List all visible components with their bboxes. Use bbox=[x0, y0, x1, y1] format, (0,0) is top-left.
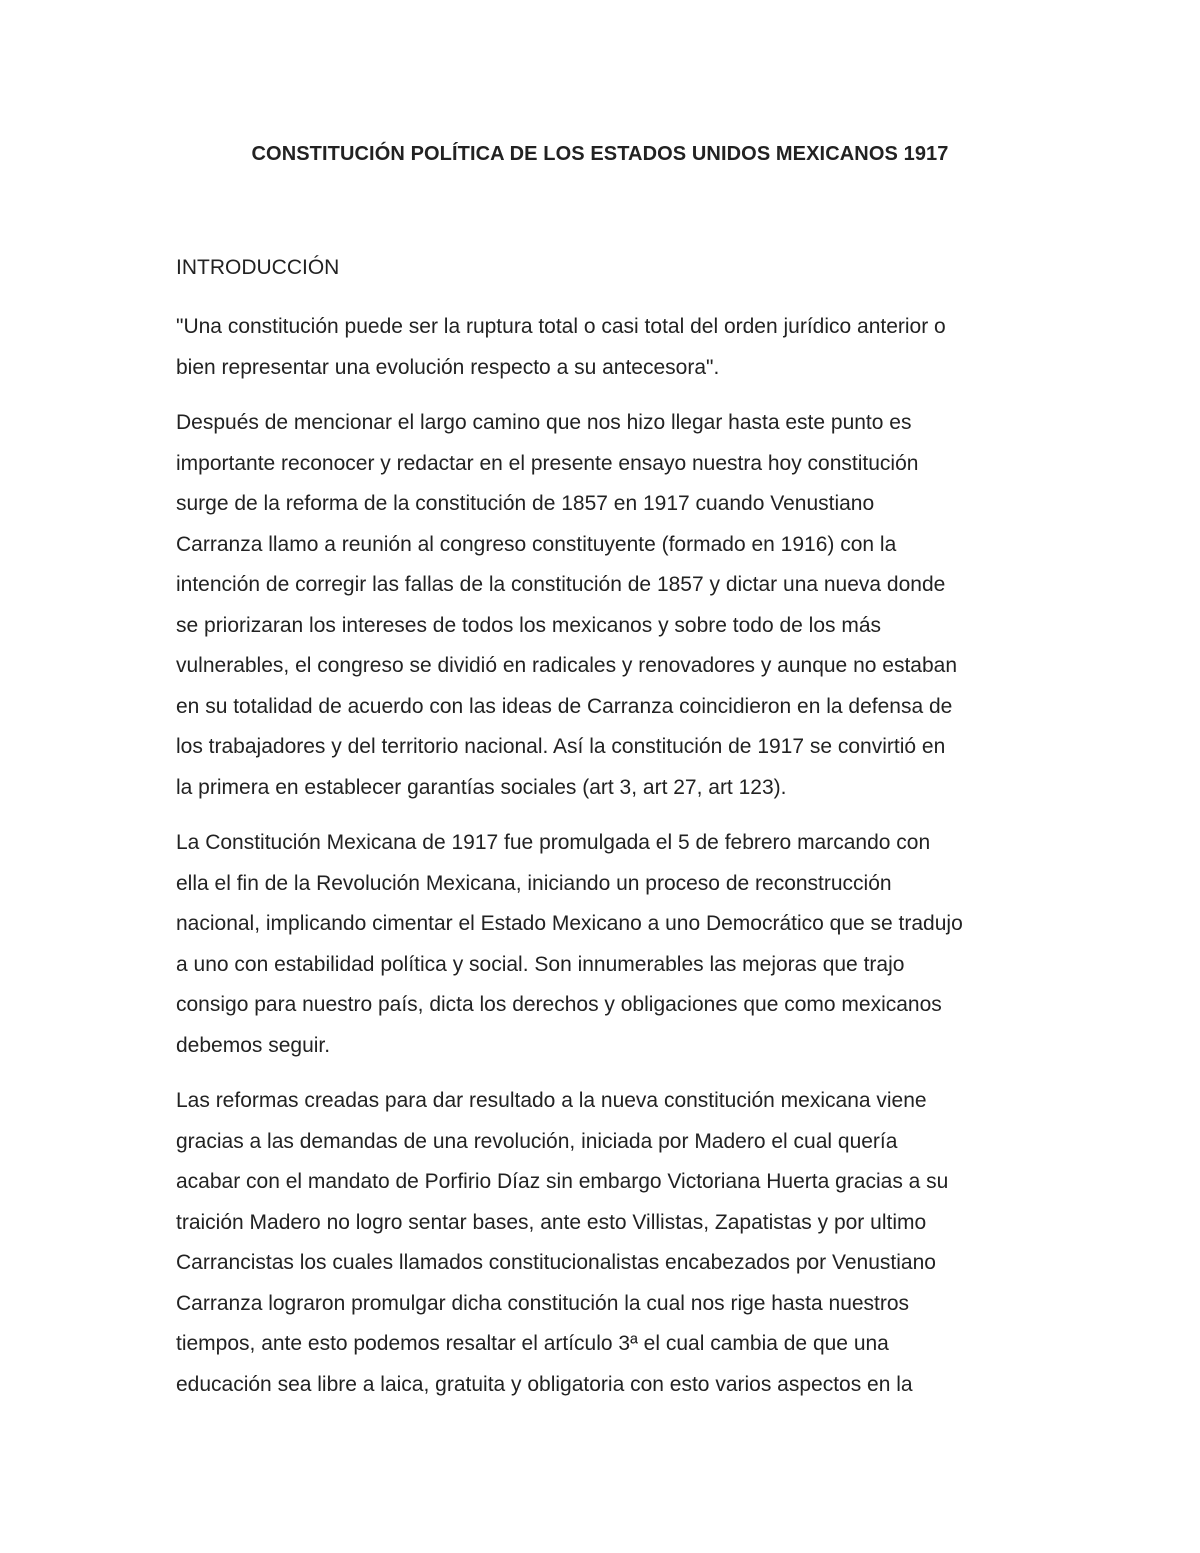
paragraph-line: nacional, implicando cimentar el Estado Mexicano a uno Democrático que se tradujo bbox=[176, 912, 963, 935]
paragraph-line: se priorizaran los intereses de todos los mexicanos y sobre todo de los más bbox=[176, 613, 882, 637]
paragraph-line: Después de mencionar el largo camino que nos hizo llegar hasta este punto es bbox=[176, 411, 912, 434]
paragraph bbox=[176, 1081, 1076, 1405]
paragraph-line: La Constitución Mexicana de 1917 fue promulgada el 5 de febrero marcando con bbox=[176, 831, 931, 854]
paragraph-line: "Una constitución puede ser la ruptura total o casi total del orden jurídico anterior o bbox=[176, 315, 946, 338]
paragraph bbox=[176, 823, 1076, 1066]
paragraph-line: Carrancistas los cuales llamados constitucionalistas encabezados por Venustiano bbox=[176, 1251, 936, 1274]
paragraph-line: ella el fin de la Revolución Mexicana, iniciando un proceso de reconstrucción bbox=[176, 871, 892, 895]
paragraph-line: surge de la reforma de la constitución de 1857 en 1917 cuando Venustiano bbox=[176, 492, 875, 515]
paragraph bbox=[176, 403, 1076, 808]
paragraph-line: Carranza lograron promulgar dicha constitución la cual nos rige hasta nuestros bbox=[176, 1291, 910, 1315]
paragraph-line: Las reformas creadas para dar resultado a la nueva constitución mexicana viene bbox=[176, 1089, 927, 1112]
paragraph-line: traición Madero no logro sentar bases, ante esto Villistas, Zapatistas y por ultimo bbox=[176, 1210, 927, 1234]
paragraph-line: Carranza llamo a reunión al congreso constituyente (formado en 1916) con la bbox=[176, 532, 897, 556]
section-heading: INTRODUCCIÓN bbox=[176, 256, 340, 279]
paragraph-line: consigo para nuestro país, dicta los derechos y obligaciones que como mexicanos bbox=[176, 993, 942, 1016]
paragraph-line: los trabajadores y del territorio nacional. Así la constitución de 1917 se convirtió en bbox=[176, 735, 946, 758]
paragraph-line: bien representar una evolución respecto a su antecesora". bbox=[176, 355, 720, 379]
paragraph-line: debemos seguir. bbox=[176, 1033, 331, 1057]
paragraph-line: a uno con estabilidad política y social. Son innumerables las mejoras que trajo bbox=[176, 952, 905, 976]
paragraph-line: importante reconocer y redactar en el presente ensayo nuestra hoy constitución bbox=[176, 451, 919, 475]
paragraph-line: intención de corregir las fallas de la constitución de 1857 y dictar una nueva donde bbox=[176, 573, 946, 596]
paragraph-line: educación sea libre a laica, gratuita y obligatoria con esto varios aspectos en la bbox=[176, 1372, 913, 1396]
document-body bbox=[176, 252, 1076, 1420]
paragraph bbox=[176, 307, 1076, 388]
paragraph-line: vulnerables, el congreso se dividió en radicales y renovadores y aunque no estaban bbox=[176, 654, 957, 677]
paragraph-line: tiempos, ante esto podemos resaltar el artículo 3ª el cual cambia de que una bbox=[176, 1332, 889, 1355]
document-title: CONSTITUCIÓN POLÍTICA DE LOS ESTADOS UNIDOS MEXICANOS 1917 bbox=[251, 143, 949, 165]
paragraph-line: acabar con el mandato de Porfirio Díaz sin embargo Victoriana Huerta gracias a su bbox=[176, 1170, 949, 1193]
paragraph-line: gracias a las demandas de una revolución, iniciada por Madero el cual quería bbox=[176, 1129, 898, 1153]
paragraph-list bbox=[176, 307, 1076, 1405]
paragraph-line: la primera en establecer garantías sociales (art 3, art 27, art 123). bbox=[176, 775, 787, 799]
paragraph-line: en su totalidad de acuerdo con las ideas de Carranza coincidieron en la defensa de bbox=[176, 694, 953, 718]
